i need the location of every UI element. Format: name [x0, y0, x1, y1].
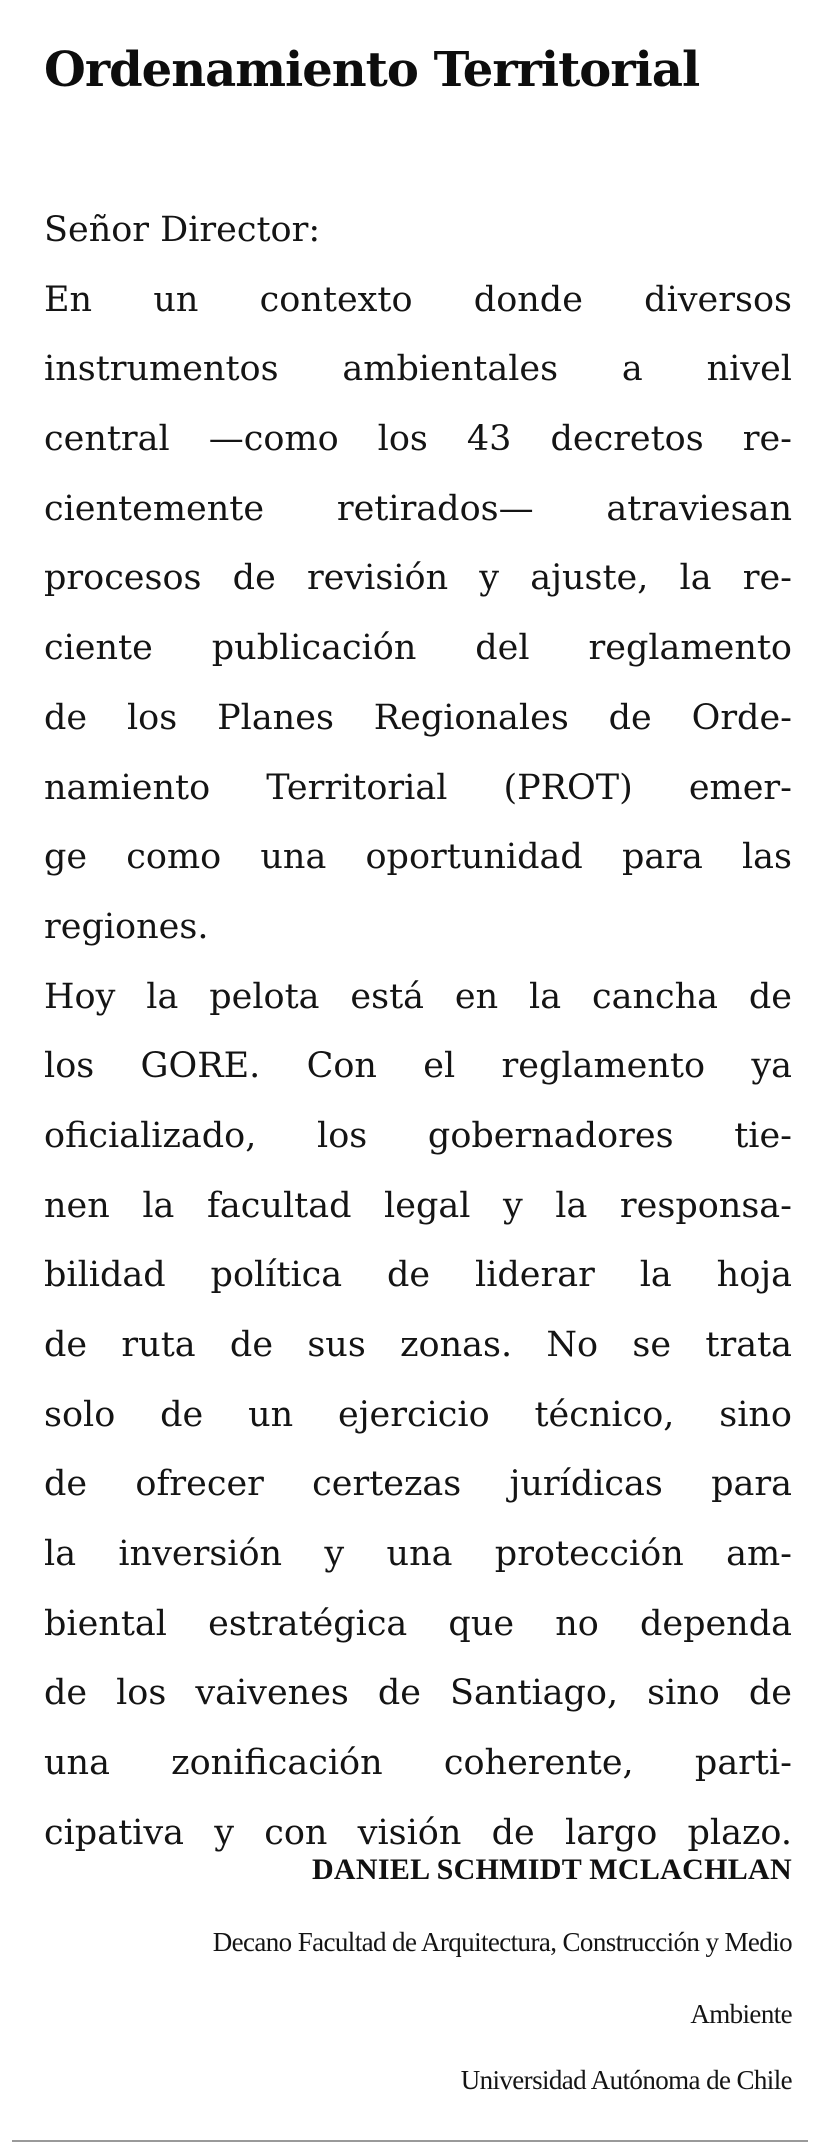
body-line: Señor Director:	[44, 210, 321, 250]
body-line: de los vaivenes de Santiago, sino de	[44, 1673, 792, 1714]
body-line: cientemente retirados— atraviesan	[44, 488, 792, 529]
author-role-line-2: Ambiente	[690, 1999, 792, 2029]
body-line: los GORE. Con el reglamento ya	[44, 1046, 792, 1087]
letter-body	[44, 196, 792, 1869]
body-line: En un contexto donde diversos	[44, 279, 792, 320]
body-line: de los Planes Regionales de Orde-	[44, 697, 792, 738]
body-line: cipativa y con visión de largo plazo.	[44, 1812, 792, 1853]
body-line: central —como los 43 decretos re-	[44, 419, 792, 460]
bottom-divider	[12, 2140, 808, 2142]
body-line: Hoy la pelota está en la cancha de	[44, 976, 792, 1017]
body-line: namiento Territorial (PROT) emer-	[44, 767, 792, 808]
author-name: DANIEL SCHMIDT MCLACHLAN	[311, 1853, 792, 1886]
author-role-line-1: Decano Facultad de Arquitectura, Construcción y Medio	[212, 1927, 792, 1957]
body-line: de ruta de sus zonas. No se trata	[44, 1325, 792, 1365]
body-line: bilidad política de liderar la hoja	[44, 1255, 792, 1296]
body-line: instrumentos ambientales a nivel	[44, 349, 792, 390]
body-line: nen la facultad legal y la responsa-	[44, 1185, 792, 1226]
body-line: una zonificación coherente, parti-	[44, 1743, 792, 1784]
author-institution: Universidad Autónoma de Chile	[460, 2065, 792, 2095]
body-line: biental estratégica que no dependa	[44, 1603, 792, 1644]
body-line: procesos de revisión y ajuste, la re-	[44, 558, 792, 599]
body-line: regiones.	[44, 906, 209, 947]
body-line: solo de un ejercicio técnico, sino	[44, 1394, 792, 1435]
body-line: ge como una oportunidad para las	[44, 837, 792, 878]
body-line: de ofrecer certezas jurídicas para	[44, 1464, 792, 1505]
body-line: la inversión y una protección am-	[44, 1534, 792, 1575]
article-title: Ordenamiento Territorial	[44, 42, 700, 98]
body-line: oficializado, los gobernadores tie-	[44, 1115, 792, 1156]
body-line: ciente publicación del reglamento	[44, 628, 792, 669]
